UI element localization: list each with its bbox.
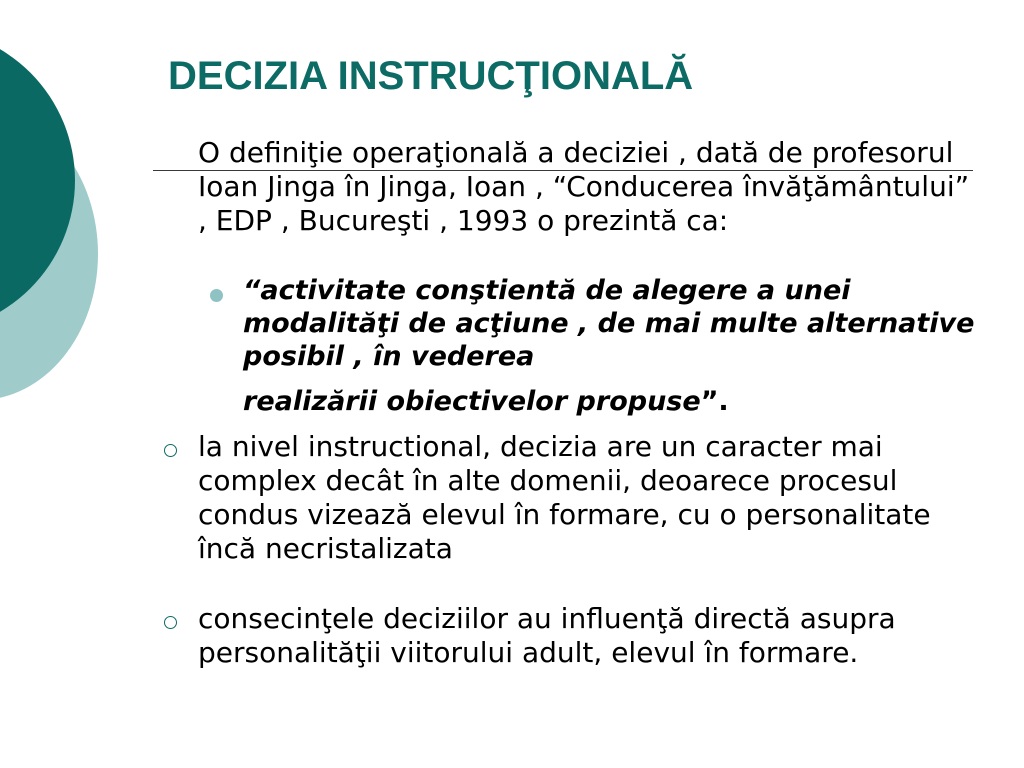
quote-text: “activitate conştientă de alegere a unei modalităţi de acţiune , de mai multe alternative posibil , în vederea — [243, 275, 975, 372]
intro-paragraph: O definiţie operaţională a deciziei , dată de profesorul Ioan Jinga în Jinga, Ioan , “Conducerea învăţământului” , EDP , Bucureşti , 1993 o prezintă ca: — [198, 136, 970, 237]
bullet-text: consecinţele deciziilor au influenţă directă asupra personalităţii viitorului adult, elevul în formare. — [198, 602, 896, 669]
filled-circle-bullet-icon — [210, 289, 223, 302]
ring-bullet-icon — [164, 616, 177, 629]
definition-quote — [243, 274, 983, 418]
bullet-text: la nivel instructional, decizia are un caracter mai complex decât în alte domenii, deoarece procesul condus vizează elevul în formare, cu o personalitate încă necristalizata — [198, 430, 931, 565]
ring-bullet-icon — [164, 444, 177, 457]
quote-text-end — [243, 385, 729, 418]
quote-last-line: realizării obiectivelor propuse — [243, 386, 701, 417]
slide-title: DECIZIA INSTRUCŢIONALĂ — [168, 54, 694, 98]
quote-closing: ”. — [700, 386, 729, 417]
